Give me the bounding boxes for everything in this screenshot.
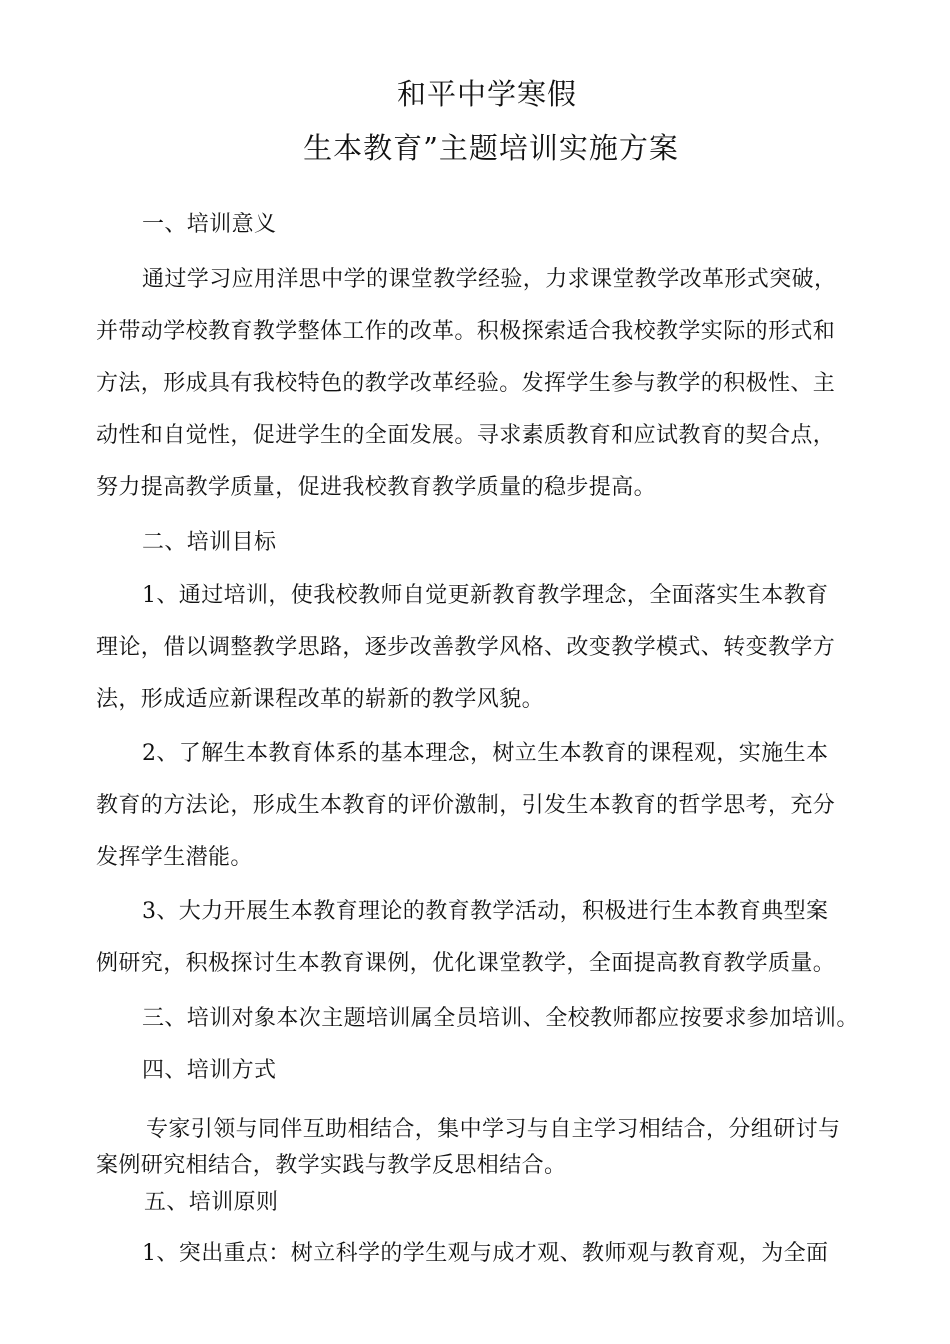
section-2-item-1 <box>96 570 896 726</box>
paragraph-line: 发挥学生潜能。 <box>96 845 253 870</box>
section-3-line: 三、培训对象本次主题培训属全员培训、全校教师都应按要求参加培训。 <box>142 1006 859 1031</box>
paragraph-line: 专家引领与同伴互助相结合，集中学习与自主学习相结合，分组研讨与 <box>146 1117 841 1142</box>
paragraph-line: 法，形成适应新课程改革的崭新的教学风貌。 <box>96 687 545 712</box>
paragraph-line: 通过学习应用洋思中学的课堂教学经验，力求课堂教学改革形式突破， <box>142 267 837 292</box>
paragraph-line: 理论，借以调整教学思路，逐步改善教学风格、改变教学模式、转变教学方 <box>96 635 836 660</box>
section-1-paragraph <box>96 254 896 514</box>
paragraph-line: 并带动学校教育教学整体工作的改革。积极探索适合我校教学实际的形式和 <box>96 319 836 344</box>
section-heading-2: 二、培训目标 <box>142 530 277 555</box>
section-2-item-3 <box>96 886 896 990</box>
section-heading-4: 四、培训方式 <box>142 1058 277 1083</box>
paragraph-line: 动性和自觉性，促进学生的全面发展。寻求素质教育和应试教育的契合点， <box>96 423 836 448</box>
document-title-line-2: 生本教育”主题培训实施方案 <box>303 131 679 165</box>
paragraph-line: 2、了解生本教育体系的基本理念，树立生本教育的课程观，实施生本 <box>142 741 829 766</box>
section-heading-1: 一、培训意义 <box>142 212 277 237</box>
paragraph-line: 1、通过培训，使我校教师自觉更新教育教学理念，全面落实生本教育 <box>142 583 829 608</box>
paragraph-line: 案例研究相结合，教学实践与教学反思相结合。 <box>96 1153 567 1178</box>
paragraph-line: 教育的方法论，形成生本教育的评价激制，引发生本教育的哲学思考，充分 <box>96 793 836 818</box>
section-5-item-1 <box>96 1228 896 1280</box>
paragraph-line: 3、大力开展生本教育理论的教育教学活动，积极进行生本教育典型案 <box>142 899 829 924</box>
paragraph-line: 方法，形成具有我校特色的教学改革经验。发挥学生参与教学的积极性、主 <box>96 371 836 396</box>
paragraph-line: 努力提高教学质量，促进我校教育教学质量的稳步提高。 <box>96 475 657 500</box>
section-2-item-2 <box>96 728 896 884</box>
section-4-paragraph <box>96 1112 896 1184</box>
paragraph-line: 1、突出重点：树立科学的学生观与成才观、教师观与教育观，为全面 <box>142 1241 829 1266</box>
paragraph-line: 例研究，积极探讨生本教育课例，优化课堂教学，全面提高教育教学质量。 <box>96 951 836 976</box>
section-heading-5: 五、培训原则 <box>144 1190 279 1215</box>
document-title-line-1: 和平中学寒假 <box>396 77 577 111</box>
